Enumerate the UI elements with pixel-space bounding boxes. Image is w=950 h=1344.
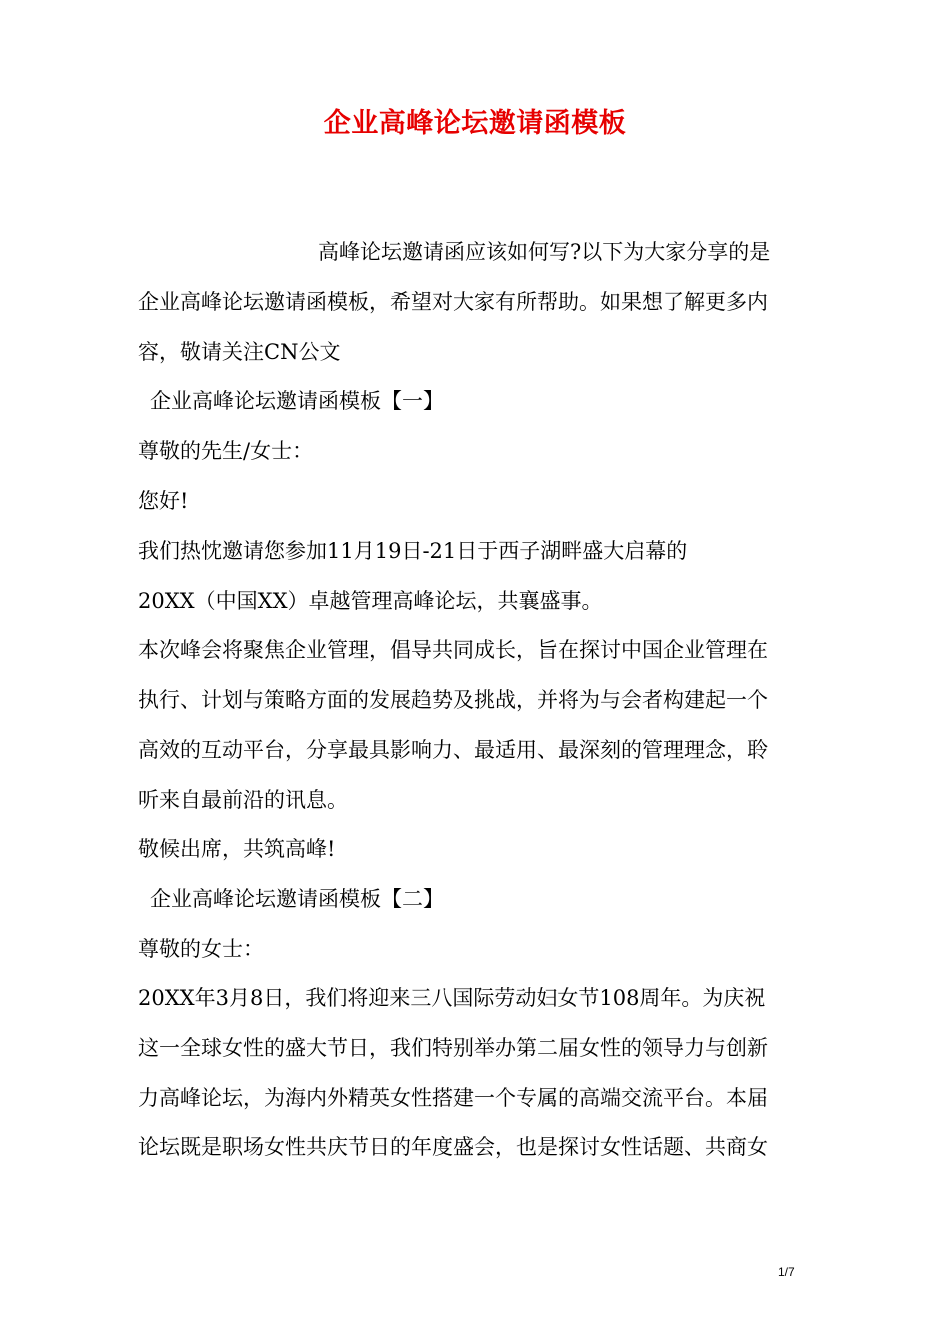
greeting-1: 您好!	[138, 489, 189, 513]
section-heading-1: 企业高峰论坛邀请函模板【一】	[150, 389, 444, 413]
body-line-6: 听来自最前沿的讯息。	[138, 788, 348, 812]
section-heading-2: 企业高峰论坛邀请函模板【二】	[150, 887, 444, 911]
body-line-7: 20XX年3月8日，我们将迎来三八国际劳动妇女节108周年。为庆祝	[138, 986, 766, 1010]
body-line-3: 本次峰会将聚焦企业管理，倡导共同成长，旨在探讨中国企业管理在	[138, 638, 768, 662]
body-line-5: 高效的互动平台，分享最具影响力、最适用、最深刻的管理理念，聆	[138, 738, 768, 762]
body-line-1: 我们热忱邀请您参加11月19日-21日于西子湖畔盛大启幕的	[138, 539, 688, 563]
body-line-10: 论坛既是职场女性共庆节日的年度盛会，也是探讨女性话题、共商女	[138, 1135, 768, 1159]
document-title: 企业高峰论坛邀请函模板	[323, 108, 627, 139]
body-line-9: 力高峰论坛，为海内外精英女性搭建一个专属的高端交流平台。本届	[138, 1086, 768, 1110]
salutation-2: 尊敬的女士：	[138, 937, 264, 961]
intro-line-3: 容，敬请关注CN公文	[138, 340, 341, 364]
page-number: 1/7	[778, 1265, 795, 1279]
body-line-2: 20XX（中国XX）卓越管理高峰论坛，共襄盛事。	[138, 589, 603, 613]
salutation-1: 尊敬的先生/女士：	[138, 439, 314, 463]
intro-line-2: 企业高峰论坛邀请函模板，希望对大家有所帮助。如果想了解更多内	[138, 290, 768, 314]
body-line-4: 执行、计划与策略方面的发展趋势及挑战，并将为与会者构建起一个	[138, 688, 768, 712]
closing-line-1: 敬候出席，共筑高峰!	[138, 837, 336, 861]
body-line-8: 这一全球女性的盛大节日，我们特别举办第二届女性的领导力与创新	[138, 1036, 768, 1060]
intro-line-1: 高峰论坛邀请函应该如何写?以下为大家分享的是	[318, 240, 771, 264]
